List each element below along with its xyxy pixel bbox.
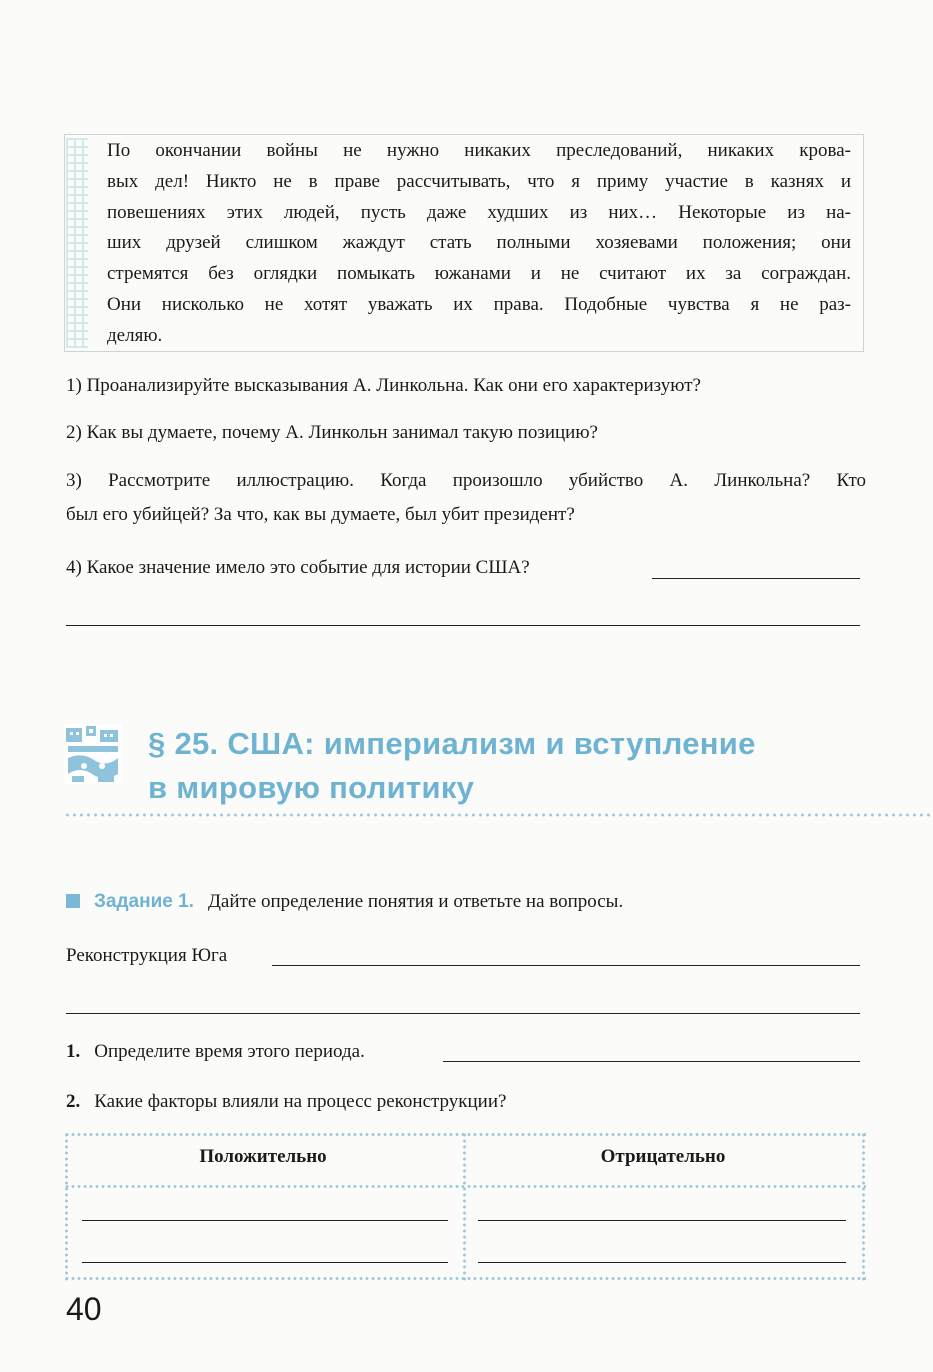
question-3-line-2: был его убийцей? За что, как вы думаете, был убит президент? <box>66 504 575 525</box>
term-answer-line-2[interactable] <box>66 1013 860 1014</box>
item-1-answer-line[interactable] <box>443 1061 860 1062</box>
term-answer-line[interactable] <box>272 965 860 966</box>
section-title-line-1: § 25. США: империализм и вступление <box>148 726 756 761</box>
question-4: 4) Какое значение имело это событие для истории США? <box>66 557 530 578</box>
quote-line: вых дел! Никто не в праве рассчитывать, что я приму участие в казнях и <box>107 170 851 192</box>
section-divider <box>64 812 933 818</box>
quote-line: ших друзей слишком жаждут стать полными хозяевами положения; они <box>107 232 851 254</box>
table-header-negative: Отрицательно <box>600 1146 726 1167</box>
quote-line: По окончании войны не нужно никаких преследований, никаких крова- <box>107 140 851 161</box>
page-number: 40 <box>66 1291 102 1327</box>
term-label: Реконструкция Юга <box>66 945 228 966</box>
item-1 <box>66 1037 365 1067</box>
task-marker-icon <box>66 894 80 908</box>
section-title-line-2: в мировую политику <box>148 770 475 805</box>
lincoln-quote <box>107 136 851 352</box>
item-2-text: Какие факторы влияли на процесс реконструкции? <box>94 1091 507 1112</box>
question-3-line-1: 3) Рассмотрите иллюстрацию. Когда произошло убийство А. Линкольна? Кто <box>66 470 866 491</box>
quote-line: повешениях этих людей, пусть даже худших из них… Некоторые из на- <box>107 201 851 223</box>
quote-line: стремятся без оглядки помыкать южанами и не считают их за сограждан. <box>107 263 851 285</box>
positive-answer-line[interactable] <box>82 1262 448 1263</box>
item-2-number: 2. <box>66 1091 81 1112</box>
quote-line: Они нисколько не хотят уважать их права. Подобные чувства я не раз- <box>107 293 851 315</box>
negative-answer-line[interactable] <box>478 1262 846 1263</box>
table-header-positive: Положительно <box>199 1146 327 1167</box>
quote-line: деляю. <box>107 324 163 346</box>
question-2: 2) Как вы думаете, почему А. Линкольн занимал такую позицию? <box>66 422 598 443</box>
negative-answer-line[interactable] <box>478 1220 846 1221</box>
answer-line-q4-2[interactable] <box>66 625 860 626</box>
item-2 <box>66 1087 506 1117</box>
task-label: Задание 1. <box>94 891 194 912</box>
answer-line-q4[interactable] <box>652 578 860 579</box>
item-1-text: Определите время этого периода. <box>94 1041 365 1062</box>
task-1-heading <box>66 887 623 917</box>
item-1-number: 1. <box>66 1041 81 1062</box>
section-title <box>148 722 888 810</box>
factors-table <box>64 1132 866 1282</box>
section-emblem-icon <box>64 724 122 784</box>
positive-answer-line[interactable] <box>82 1220 448 1221</box>
task-instruction: Дайте определение понятия и ответьте на вопросы. <box>207 891 624 912</box>
question-3 <box>66 464 866 532</box>
question-1: 1) Проанализируйте высказывания А. Линкольна. Как они его характеризуют? <box>66 375 701 396</box>
quote-decoration <box>66 138 88 348</box>
